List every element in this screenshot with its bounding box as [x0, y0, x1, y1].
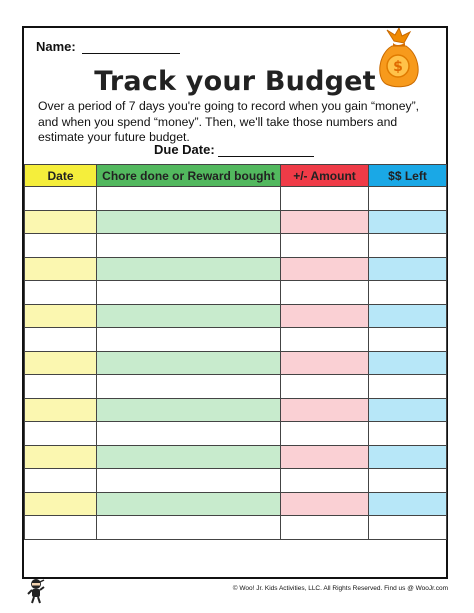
amount-cell[interactable] — [281, 492, 369, 516]
date-cell[interactable] — [25, 210, 97, 234]
table-row — [25, 234, 447, 258]
due-date-field-row — [154, 142, 314, 157]
amount-cell[interactable] — [281, 375, 369, 399]
date-cell[interactable] — [25, 187, 97, 211]
due-date-blank-line[interactable] — [218, 144, 314, 157]
table-row — [25, 210, 447, 234]
table-row — [25, 469, 447, 493]
table-row — [25, 492, 447, 516]
date-cell[interactable] — [25, 469, 97, 493]
amount-cell[interactable] — [281, 187, 369, 211]
ninja-mascot-icon — [27, 578, 45, 604]
money-left-cell[interactable] — [369, 210, 447, 234]
chore-cell[interactable] — [97, 210, 281, 234]
money-left-cell[interactable] — [369, 422, 447, 446]
name-blank-line[interactable] — [82, 41, 180, 54]
table-row — [25, 422, 447, 446]
chore-cell[interactable] — [97, 375, 281, 399]
header-amount: +/- Amount — [281, 165, 369, 187]
table-row — [25, 516, 447, 540]
table-row — [25, 257, 447, 281]
amount-cell[interactable] — [281, 398, 369, 422]
amount-cell[interactable] — [281, 351, 369, 375]
chore-cell[interactable] — [97, 304, 281, 328]
money-left-cell[interactable] — [369, 281, 447, 305]
money-bag-icon — [374, 28, 420, 88]
table-row — [25, 375, 447, 399]
chore-cell[interactable] — [97, 445, 281, 469]
amount-cell[interactable] — [281, 328, 369, 352]
chore-cell[interactable] — [97, 422, 281, 446]
worksheet-frame — [22, 26, 448, 579]
table-row — [25, 351, 447, 375]
money-left-cell[interactable] — [369, 304, 447, 328]
svg-text:$: $ — [393, 59, 403, 75]
date-cell[interactable] — [25, 328, 97, 352]
money-left-cell[interactable] — [369, 516, 447, 540]
header-chore: Chore done or Reward bought — [97, 165, 281, 187]
money-left-cell[interactable] — [369, 492, 447, 516]
amount-cell[interactable] — [281, 445, 369, 469]
table-row — [25, 187, 447, 211]
table-row — [25, 281, 447, 305]
chore-cell[interactable] — [97, 257, 281, 281]
date-cell[interactable] — [25, 398, 97, 422]
chore-cell[interactable] — [97, 328, 281, 352]
table-row — [25, 328, 447, 352]
budget-table-body — [25, 187, 447, 540]
chore-cell[interactable] — [97, 187, 281, 211]
date-cell[interactable] — [25, 516, 97, 540]
chore-cell[interactable] — [97, 351, 281, 375]
date-cell[interactable] — [25, 445, 97, 469]
money-left-cell[interactable] — [369, 375, 447, 399]
amount-cell[interactable] — [281, 422, 369, 446]
header-date: Date — [25, 165, 97, 187]
table-row — [25, 398, 447, 422]
date-cell[interactable] — [25, 351, 97, 375]
table-header-row — [25, 165, 447, 187]
money-left-cell[interactable] — [369, 187, 447, 211]
money-left-cell[interactable] — [369, 469, 447, 493]
date-cell[interactable] — [25, 492, 97, 516]
date-cell[interactable] — [25, 281, 97, 305]
chore-cell[interactable] — [97, 516, 281, 540]
table-row — [25, 445, 447, 469]
name-field-row — [36, 39, 180, 54]
chore-cell[interactable] — [97, 281, 281, 305]
date-cell[interactable] — [25, 234, 97, 258]
amount-cell[interactable] — [281, 516, 369, 540]
date-cell[interactable] — [25, 375, 97, 399]
amount-cell[interactable] — [281, 210, 369, 234]
page-title: Track your Budget — [94, 66, 376, 97]
budget-table — [24, 164, 447, 540]
money-left-cell[interactable] — [369, 328, 447, 352]
name-label: Name: — [36, 39, 76, 54]
date-cell[interactable] — [25, 304, 97, 328]
amount-cell[interactable] — [281, 234, 369, 258]
amount-cell[interactable] — [281, 257, 369, 281]
date-cell[interactable] — [25, 257, 97, 281]
table-row — [25, 304, 447, 328]
money-left-cell[interactable] — [369, 398, 447, 422]
chore-cell[interactable] — [97, 492, 281, 516]
chore-cell[interactable] — [97, 469, 281, 493]
chore-cell[interactable] — [97, 234, 281, 258]
copyright-footer: © Woo! Jr. Kids Activities, LLC. All Rights Reserved. Find us @ WooJr.com — [232, 585, 448, 592]
due-date-label: Due Date: — [154, 142, 215, 157]
money-left-cell[interactable] — [369, 234, 447, 258]
money-left-cell[interactable] — [369, 351, 447, 375]
chore-cell[interactable] — [97, 398, 281, 422]
amount-cell[interactable] — [281, 304, 369, 328]
money-left-cell[interactable] — [369, 445, 447, 469]
amount-cell[interactable] — [281, 469, 369, 493]
intro-paragraph: Over a period of 7 days you're going to record when you gain “money”, and when you spend “money”. Then, we'll take those numbers and estimate your future budget. — [38, 99, 420, 144]
header-money-left: $$ Left — [369, 165, 447, 187]
money-left-cell[interactable] — [369, 257, 447, 281]
date-cell[interactable] — [25, 422, 97, 446]
amount-cell[interactable] — [281, 281, 369, 305]
